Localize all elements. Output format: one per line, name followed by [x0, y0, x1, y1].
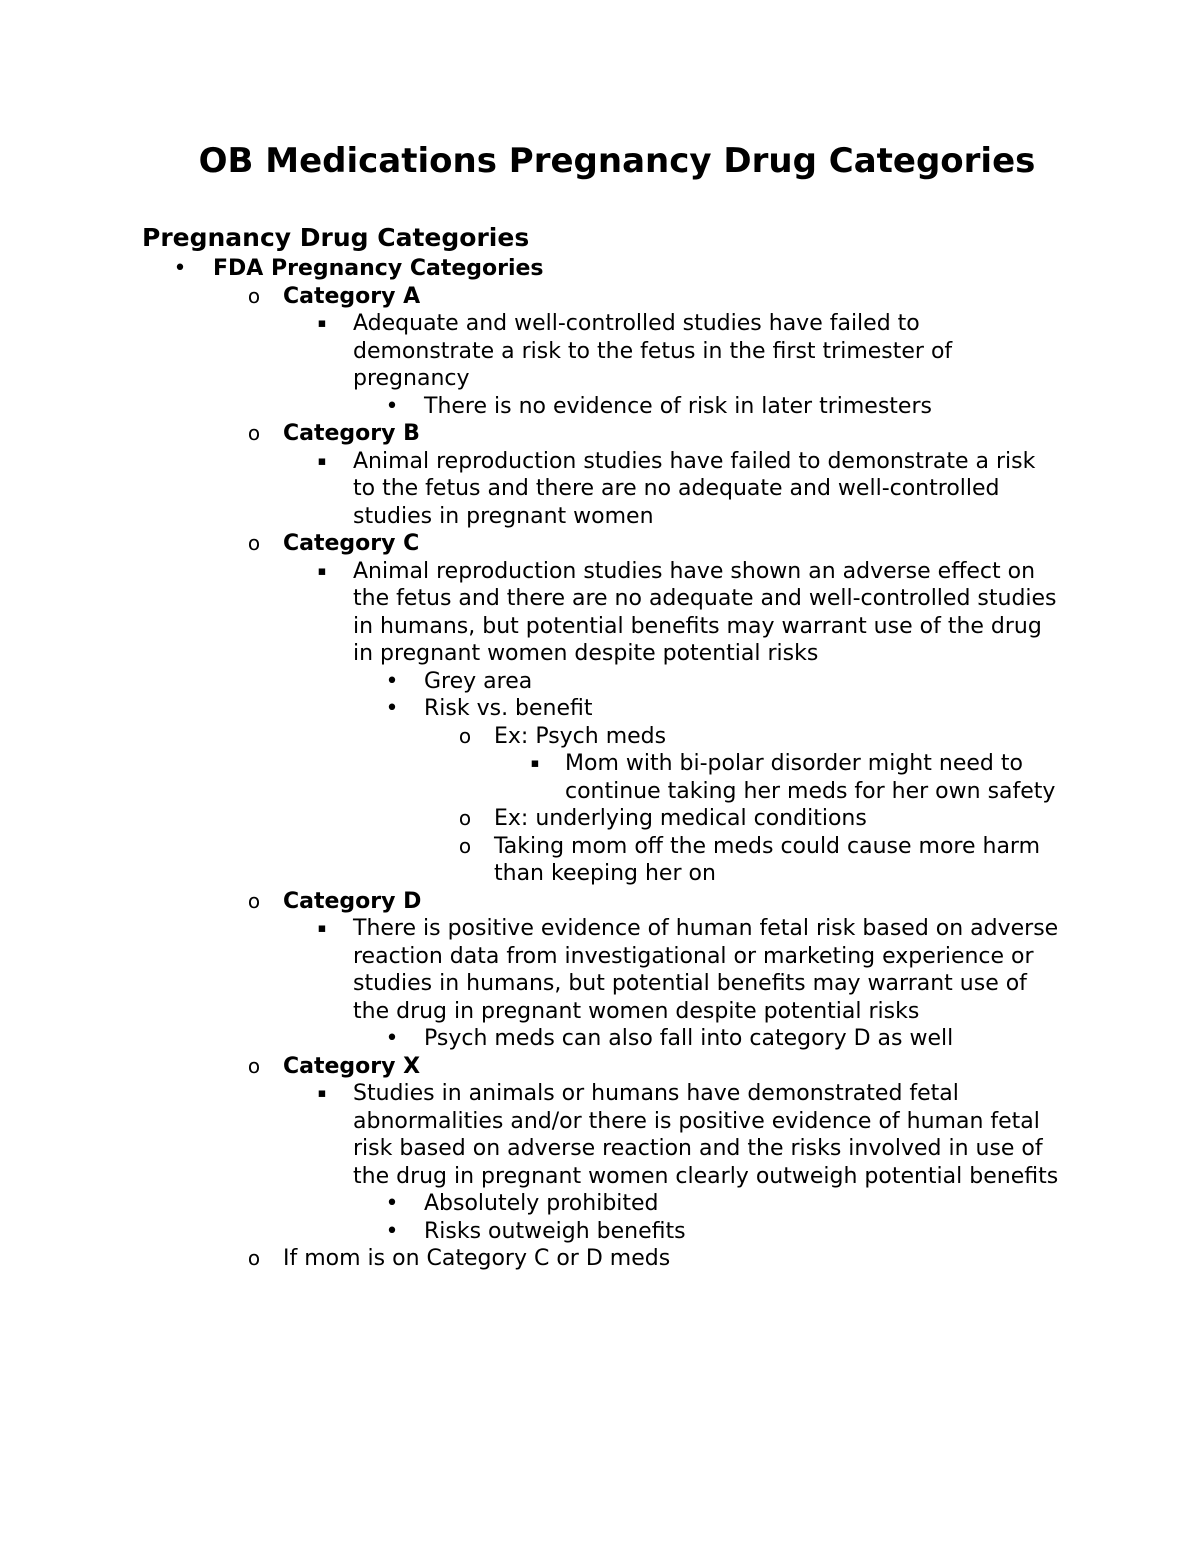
- outline-item-level-6: [0, 750, 1200, 805]
- bullet-icon: •: [385, 393, 399, 419]
- bullet-icon: ▪: [317, 453, 327, 469]
- outline-item-level-2: [0, 888, 1200, 916]
- bullet-icon: •: [173, 256, 187, 281]
- bullet-icon: ▪: [317, 316, 327, 331]
- outline-item-level-4: [0, 1025, 1200, 1053]
- outline-item-level-4: [0, 1190, 1200, 1218]
- outline-item-level-2: [0, 420, 1200, 448]
- bullet-icon: •: [385, 1218, 399, 1244]
- outline-item-text: Category C: [283, 531, 420, 556]
- bullet-icon: ▪: [530, 756, 540, 771]
- outline-item-text: If mom is on Category C or D meds: [283, 1246, 671, 1271]
- outline-item-text: There is positive evidence of human fetal risk based on adverse reaction data from investigational or marketing experience or studies in humans, but potential benefits may warrant use of the drug in pregnant women despite potential risks: [353, 916, 1059, 1024]
- outline-item-text: Adequate and well-controlled studies have failed to demonstrate a risk to the fetus in the first trimester of pregnancy: [353, 311, 953, 391]
- bullet-icon: ▪: [317, 1086, 327, 1101]
- outline-item-level-2: [0, 530, 1200, 558]
- outline-item-level-2: [0, 283, 1200, 311]
- bullet-icon: ▪: [317, 921, 327, 936]
- outline-item-text: Category B: [283, 421, 420, 446]
- outline-item-text: Absolutely prohibited: [424, 1191, 659, 1216]
- outline-item-text: Taking mom off the meds could cause more harm than keeping her on: [494, 833, 1041, 886]
- bullet-icon: •: [385, 1026, 399, 1051]
- outline-item-text: Animal reproduction studies have failed to demonstrate a risk to the fetus and there are no adequate and well-controlled studies in pregnant women: [353, 448, 1036, 529]
- outline-item-level-3: [0, 310, 1200, 393]
- bullet-icon: o: [247, 283, 261, 308]
- outline-item-text: FDA Pregnancy Categories: [213, 256, 544, 281]
- bullet-icon: o: [458, 806, 472, 830]
- bullet-icon: o: [458, 723, 472, 748]
- outline-item-level-5: [0, 833, 1200, 888]
- outline-item-level-3: [0, 1080, 1200, 1190]
- outline-item-text: Studies in animals or humans have demonstrated fetal abnormalities and/or there is positive evidence of human fetal risk based on adverse reaction and the risks involved in use of the drug in pregnant women clearly outweigh potential benefits: [353, 1081, 1059, 1189]
- outline-item-level-2: [0, 1245, 1200, 1273]
- outline-item-text: Mom with bi-polar disorder might need to continue taking her meds for her own safety: [565, 751, 1056, 804]
- outline-item-text: Psych meds can also fall into category D as well: [424, 1026, 954, 1051]
- outline-item-text: Ex: underlying medical conditions: [494, 806, 867, 831]
- bullet-icon: •: [385, 668, 399, 694]
- outline-item-level-4: [0, 695, 1200, 723]
- bullet-icon: •: [385, 1191, 399, 1216]
- bullet-icon: ▪: [317, 563, 327, 579]
- bullet-icon: o: [247, 1246, 261, 1270]
- outline-item-text: Animal reproduction studies have shown an adverse effect on the fetus and there are no adequate and well-controlled studies in humans, but potential benefits may warrant use of the drug in pregnant women despite potential risks: [353, 558, 1057, 666]
- bullet-icon: o: [247, 1053, 261, 1078]
- bullet-icon: o: [247, 421, 261, 445]
- bullet-icon: •: [385, 696, 399, 721]
- outline-item-text: There is no evidence of risk in later trimesters: [424, 393, 932, 419]
- outline-item-level-3: [0, 558, 1200, 668]
- outline-item-level-2: [0, 1053, 1200, 1081]
- section-heading: Pregnancy Drug Categories: [142, 223, 530, 252]
- bullet-icon: o: [247, 531, 261, 555]
- outline-item-level-5: [0, 723, 1200, 751]
- outline-item-text: Category X: [283, 1053, 421, 1079]
- outline-item-level-4: [0, 668, 1200, 696]
- outline-item-text: Ex: Psych meds: [494, 723, 667, 749]
- outline-item-text: Category A: [283, 283, 421, 309]
- outline-item-level-3: [0, 448, 1200, 531]
- bullet-icon: o: [458, 833, 472, 858]
- outline-item-text: Risks outweigh benefits: [424, 1218, 686, 1244]
- document-title: OB Medications Pregnancy Drug Categories: [198, 141, 1036, 181]
- bullet-icon: o: [247, 888, 261, 913]
- outline-item-level-4: [0, 1218, 1200, 1246]
- outline-item-text: Category D: [283, 888, 422, 914]
- outline-item-text: Risk vs. benefit: [424, 696, 593, 721]
- outline-item-level-3: [0, 915, 1200, 1025]
- outline-item-level-4: [0, 393, 1200, 421]
- outline-item-level-5: [0, 805, 1200, 833]
- outline-item-level-1: [0, 255, 1200, 283]
- outline-item-text: Grey area: [424, 668, 533, 694]
- outline-list: [0, 255, 1200, 1273]
